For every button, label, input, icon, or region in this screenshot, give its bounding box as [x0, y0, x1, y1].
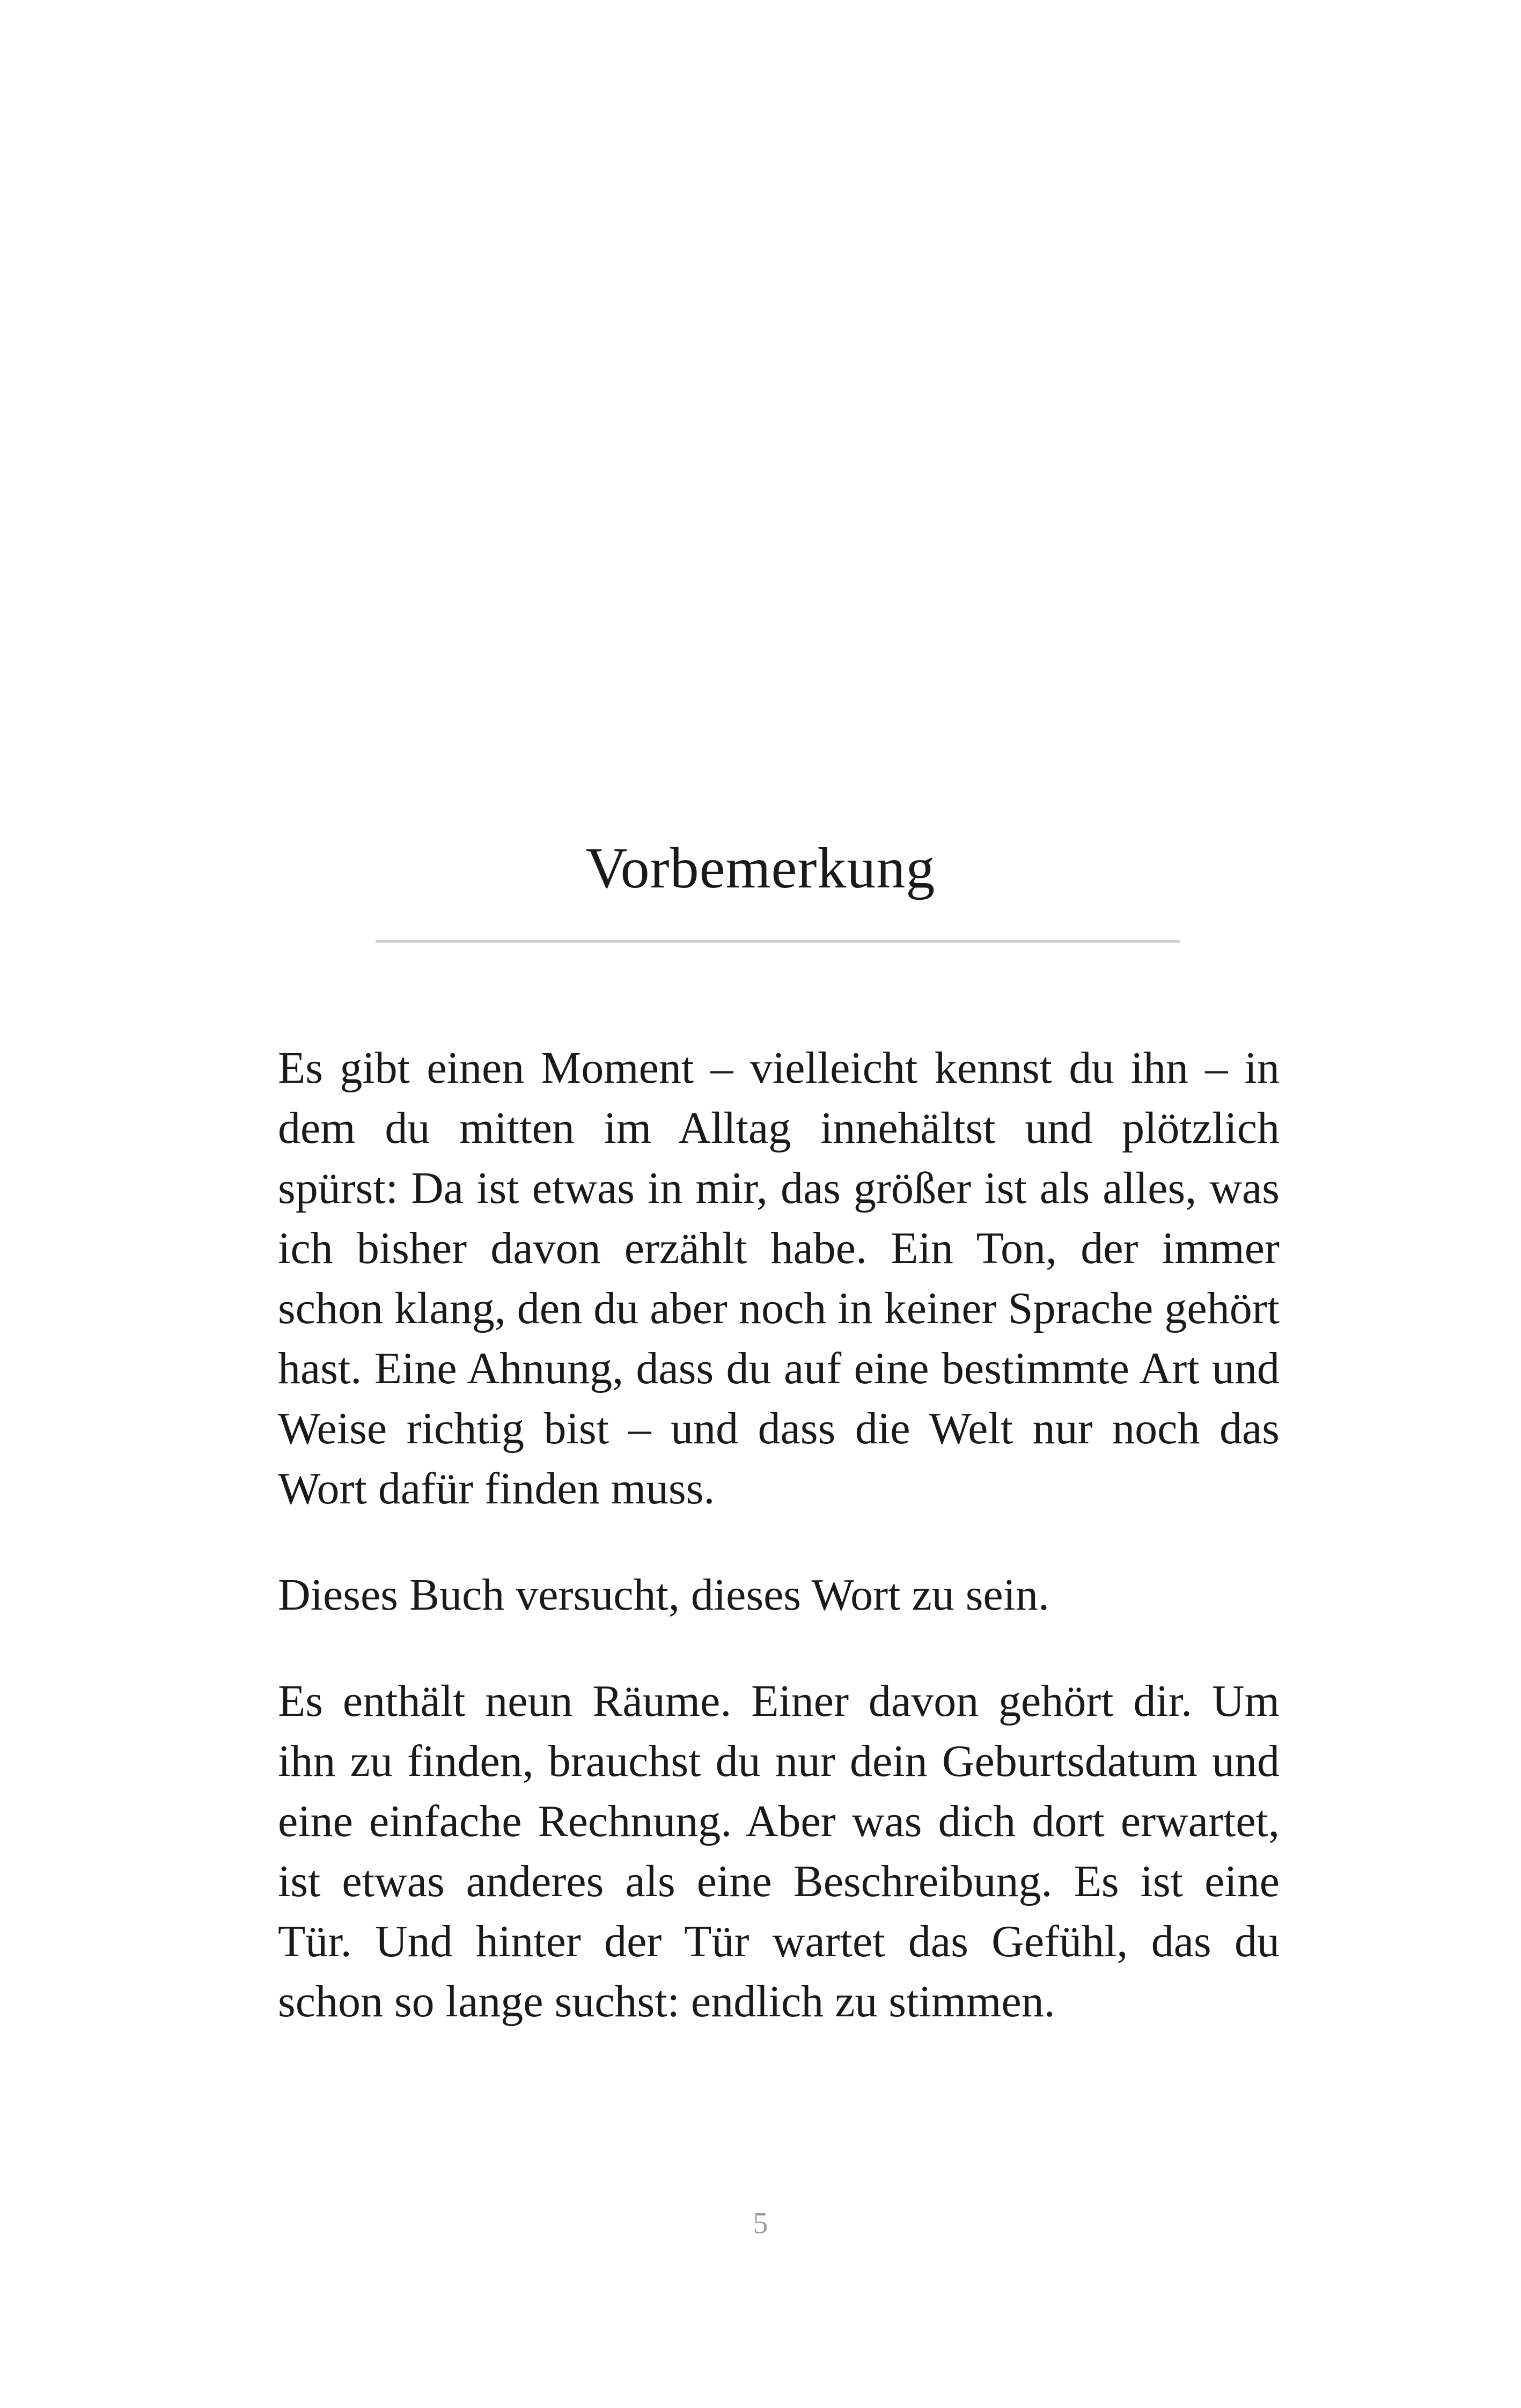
- paragraph: Es gibt einen Moment – vielleicht kennst du ihn – in dem du mitten im Alltag innehältst und plötzlich spürst: Da ist etwas in mir, das größer ist als alles, was ich bisher davon erzählt habe. Ein Ton, der immer schon klang, den du aber noch in keiner Sprache gehört hast. Eine Ahnung, dass du auf eine bestimmte Art und Weise richtig bist – und dass die Welt nur noch das Wort dafür finden muss.: [278, 1043, 1280, 1514]
- title-divider: [376, 940, 1180, 943]
- body-text: [278, 1038, 1280, 2078]
- paragraph: Es enthält neun Räume. Einer davon gehört dir. Um ihn zu finden, brauchst du nur dein Geburtsdatum und eine einfache Rechnung. Aber was dich dort erwartet, ist etwas anderes als eine Beschreibung. Es ist eine Tür. Und hinter der Tür wartet das Gefühl, das du schon so lange suchst: endlich zu stimmen.: [278, 1676, 1280, 2027]
- paragraph: Dieses Buch versucht, dieses Wort zu sein.: [278, 1570, 1050, 1620]
- chapter-title: Vorbemerkung: [585, 836, 936, 900]
- page-number: 5: [753, 2207, 768, 2240]
